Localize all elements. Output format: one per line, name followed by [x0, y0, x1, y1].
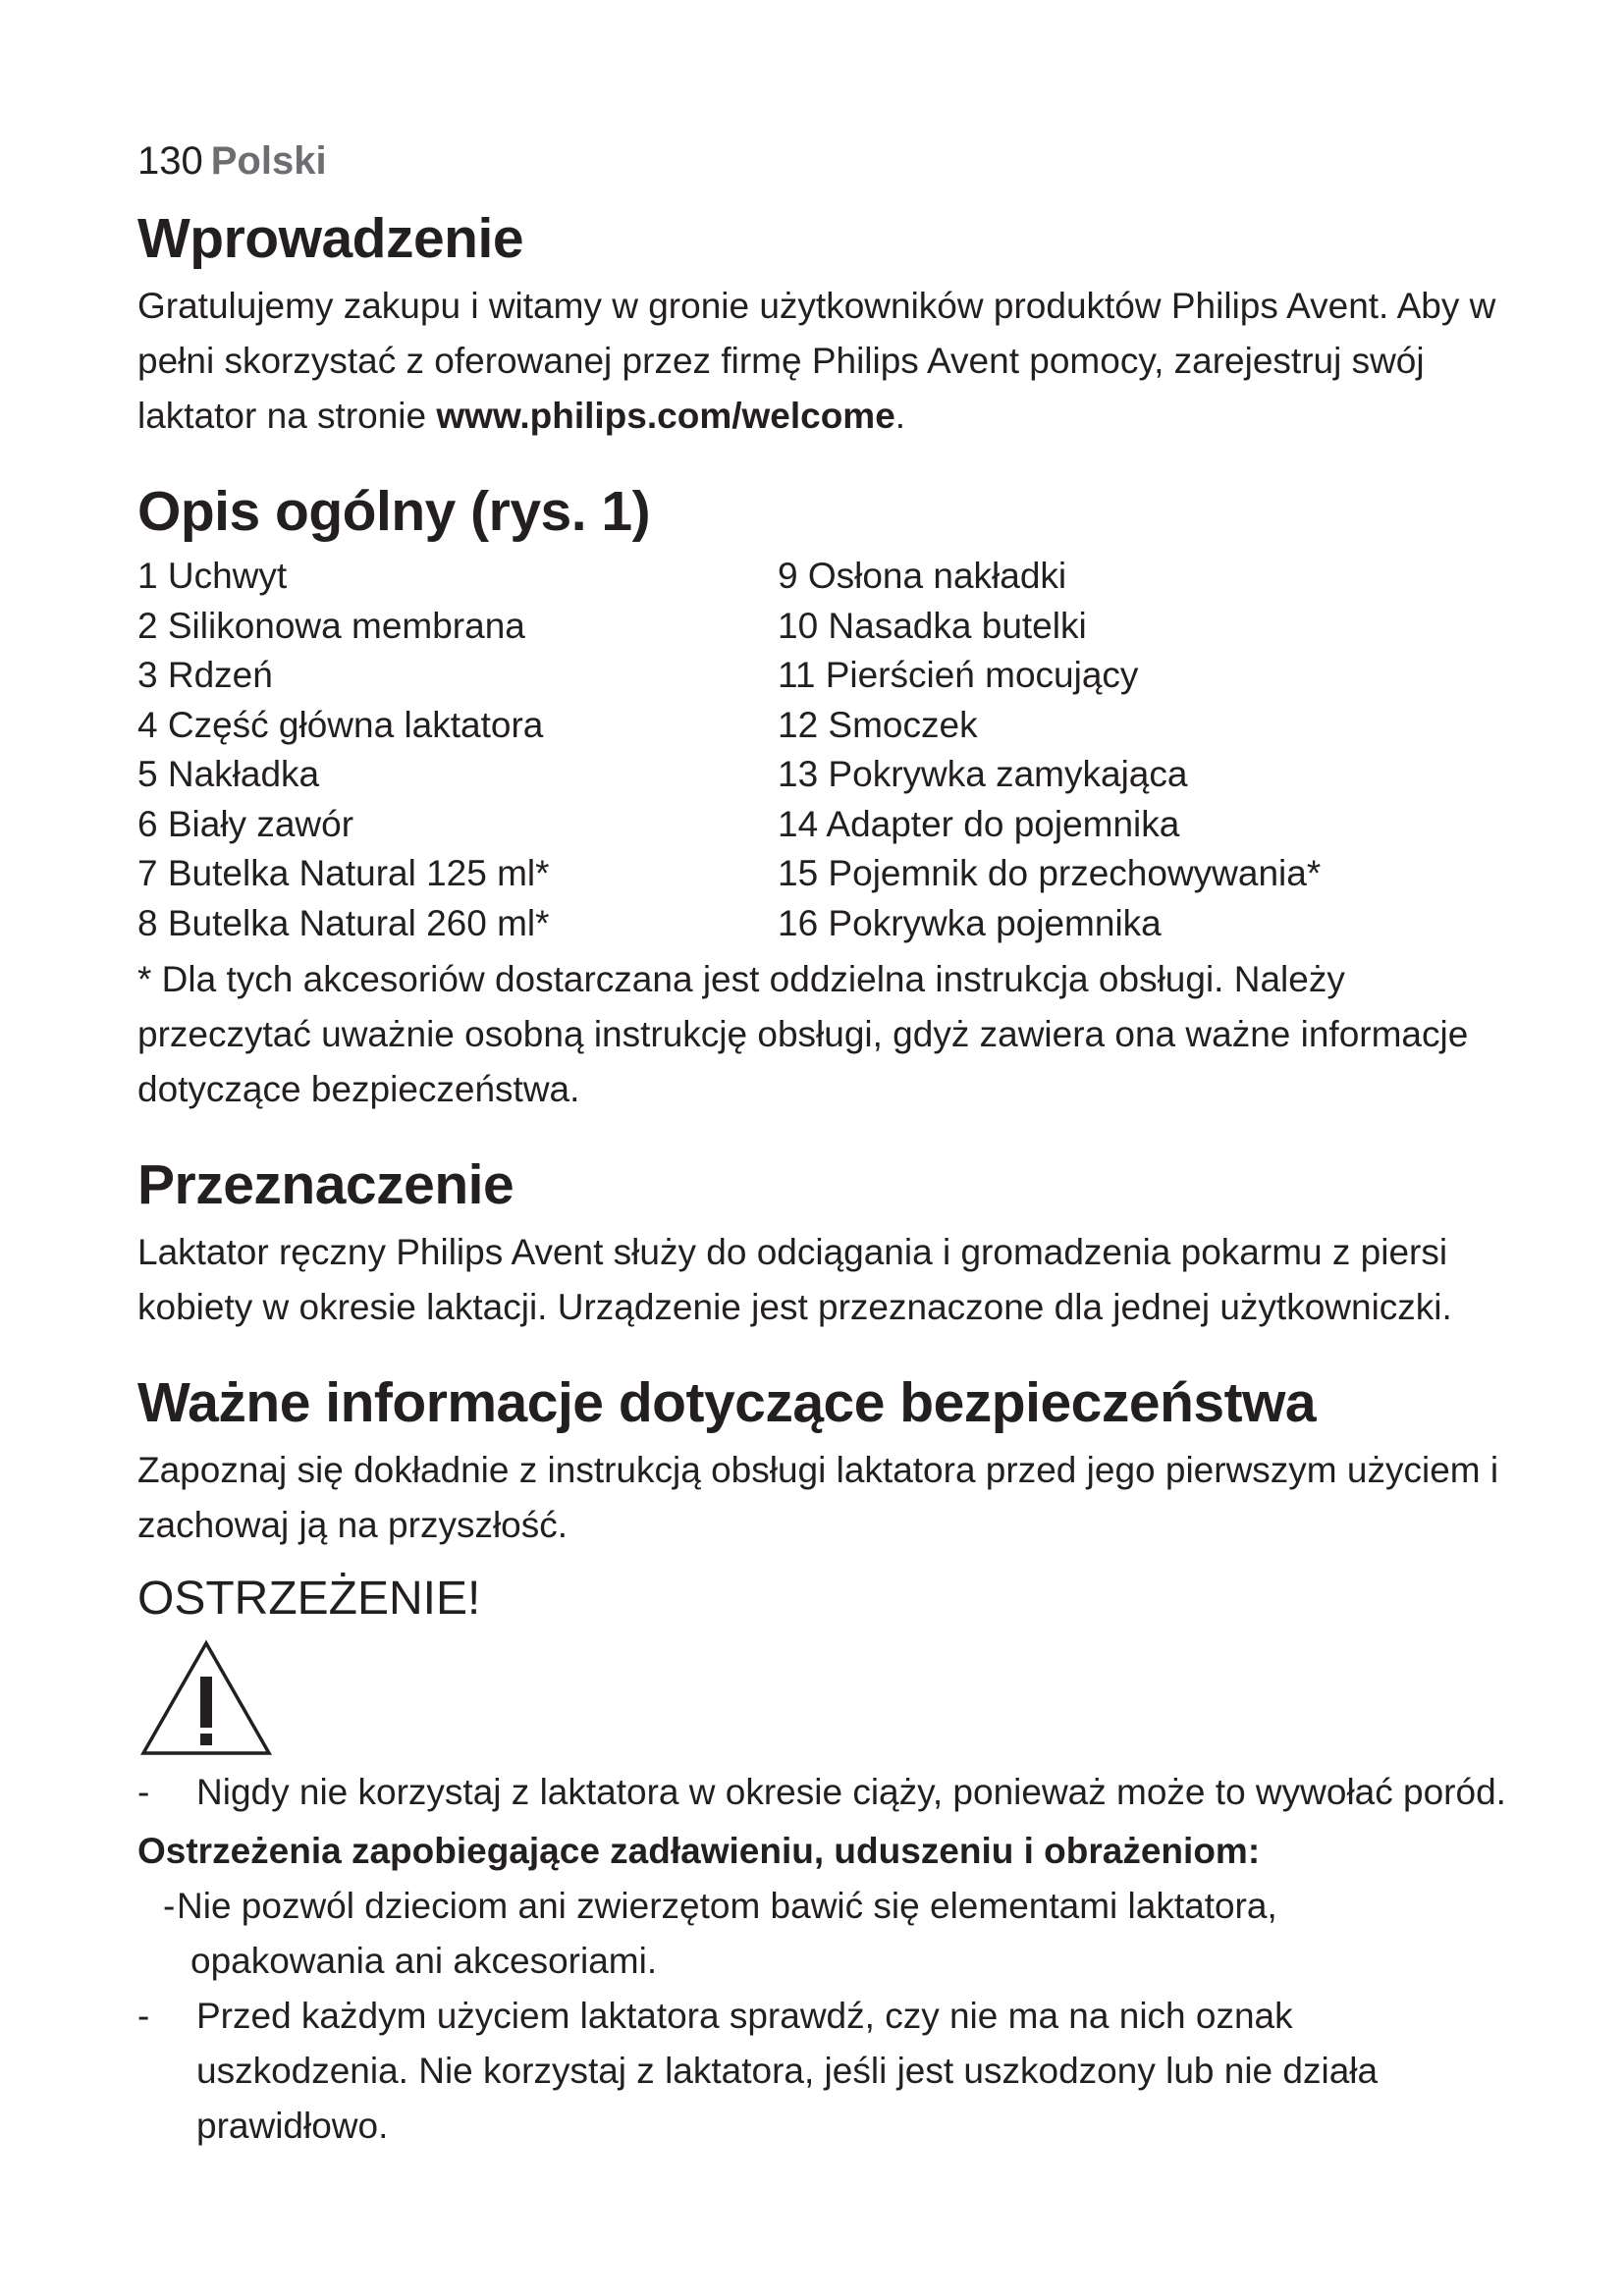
intro-section	[137, 206, 1512, 444]
list-item: 9 Osłona nakładki	[778, 556, 1067, 596]
warning-triangle-icon	[137, 1637, 275, 1759]
damage-warning-text: Przed każdym użyciem laktatora sprawdź, czy nie ma na nich oznak uszkodzenia. Nie korzystaj z laktatora, jeśli jest uszkodzony lub nie działa prawidłowo.	[196, 1996, 1379, 2146]
overview-title: Opis ogólny (rys. 1)	[137, 480, 651, 543]
list-item: 12 Smoczek	[778, 704, 978, 745]
page-number: 130	[137, 139, 203, 183]
intro-text	[137, 279, 1512, 444]
bullet-dash: -	[137, 1772, 150, 1812]
intro-title: Wprowadzenie	[137, 207, 524, 270]
children-warning-text	[177, 1879, 1512, 1989]
accessories-footnote: * Dla tych akcesoriów dostarczana jest oddzielna instrukcja obsługi. Należy przeczytać uważnie osobną instrukcję obsługi, gdyż zawiera ona ważne informacje dotyczące bezpieczeństwa.	[137, 959, 1469, 1109]
safety-title: Ważne informacje dotyczące bezpieczeństwa	[137, 1371, 1317, 1434]
list-item: 13 Pokrywka zamykająca	[778, 754, 1188, 794]
list-item: 4 Część główna laktatora	[137, 704, 544, 745]
pregnancy-warning-text: Nigdy nie korzystaj z laktatora w okresie ciąży, ponieważ może to wywołać poród.	[196, 1772, 1506, 1812]
warning-heading: OSTRZEŻENIE!	[137, 1573, 481, 1625]
damage-warning-item	[137, 1989, 1512, 2154]
safety-section	[137, 1370, 1512, 2154]
children-warning-item	[137, 1879, 1512, 1989]
bullet-dash: -	[163, 1886, 176, 1926]
list-item: 8 Butelka Natural 260 ml*	[137, 902, 550, 943]
children-warning-line1: Nie pozwól dzieciom ani zwierzętom bawić się elementami laktatora,	[177, 1886, 1277, 1926]
page-header	[137, 137, 1512, 185]
purpose-section	[137, 1152, 1512, 1335]
safety-text: Zapoznaj się dokładnie z instrukcją obsługi laktatora przed jego pierwszym użyciem i zachowaj ją na przyszłość.	[137, 1450, 1499, 1545]
list-item: 2 Silikonowa membrana	[137, 605, 525, 646]
list-item: 16 Pokrywka pojemnika	[778, 902, 1162, 943]
list-item: 7 Butelka Natural 125 ml*	[137, 853, 550, 893]
list-item: 14 Adapter do pojemnika	[778, 803, 1180, 844]
purpose-title: Przeznaczenie	[137, 1153, 514, 1216]
intro-text-body: Gratulujemy zakupu i witamy w gronie użytkowników produktów Philips Avent. Aby w pełni skorzystać z oferowanej przez firmę Philips Avent pomocy, zarejestruj swój laktator na stronie	[137, 286, 1496, 436]
children-warning-line2: opakowania ani akcesoriami.	[190, 1941, 658, 1981]
pregnancy-warning-item	[137, 1765, 1512, 1820]
list-item: 3 Rdzeń	[137, 655, 273, 695]
bullet-dash: -	[137, 1996, 150, 2036]
welcome-link[interactable]: www.philips.com/welcome	[436, 396, 895, 436]
intro-text-end: .	[894, 396, 906, 436]
list-item: 15 Pojemnik do przechowywania*	[778, 853, 1322, 893]
list-item: 5 Nakładka	[137, 754, 320, 794]
parts-list	[137, 552, 1512, 948]
purpose-text: Laktator ręczny Philips Avent służy do odciągania i gromadzenia pokarmu z piersi kobiety w okresie laktacji. Urządzenie jest przeznaczone dla jednej użytkowniczki.	[137, 1232, 1452, 1327]
choking-heading: Ostrzeżenia zapobiegające zadławieniu, uduszeniu i obrażeniom:	[137, 1831, 1261, 1871]
list-item: 1 Uchwyt	[137, 556, 288, 596]
list-item: 11 Pierścień mocujący	[778, 655, 1139, 695]
list-item: 6 Biały zawór	[137, 803, 354, 844]
page-language: Polski	[210, 139, 327, 183]
overview-section	[137, 479, 1512, 1117]
document-page	[137, 137, 1512, 2189]
list-item: 10 Nasadka butelki	[778, 605, 1087, 646]
